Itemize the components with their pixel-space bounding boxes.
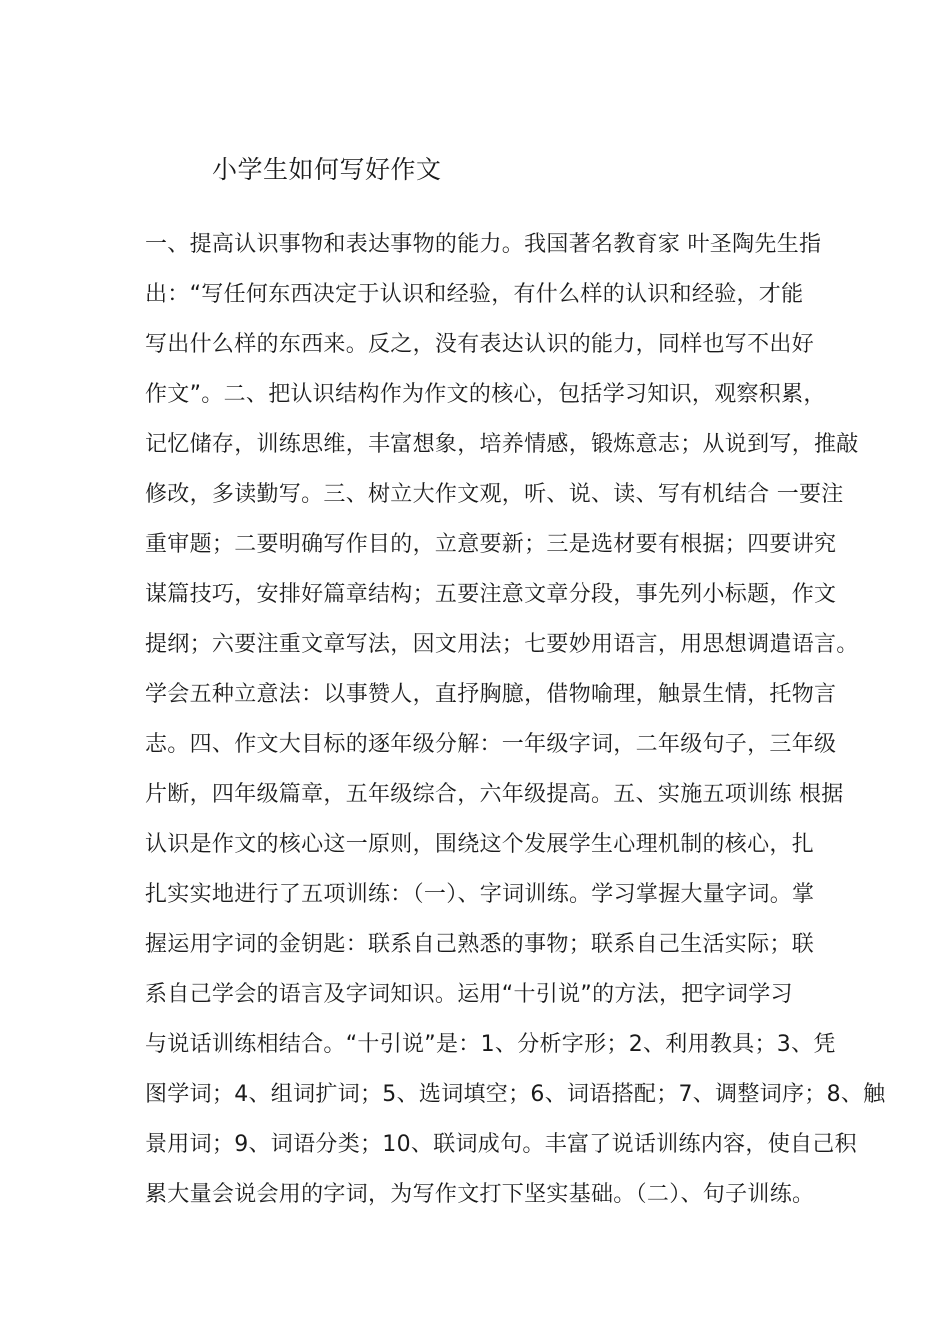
body-line: 重审题；二要明确写作目的，立意要新；三是选材要有根据；四要讲究 [145, 532, 837, 557]
body-line: 谋篇技巧，安排好篇章结构；五要注意文章分段，事先列小标题，作文 [145, 582, 837, 607]
body-line: 系自己学会的语言及字词知识。运用“十引说”的方法，把字词学习 [145, 982, 793, 1007]
body-line: 片断，四年级篇章，五年级综合，六年级提高。五、实施五项训练 根据 [145, 782, 844, 807]
body-line: 一、提高认识事物和表达事物的能力。我国著名教育家 叶圣陶先生指 [145, 232, 822, 257]
document-body [145, 220, 886, 1220]
body-line: 志。四、作文大目标的逐年级分解：一年级字词，二年级句子，三年级 [145, 732, 837, 757]
body-line: 握运用字词的金钥匙：联系自己熟悉的事物；联系自己生活实际；联 [145, 932, 815, 957]
body-line: 写出什么样的东西来。反之，没有表达认识的能力，同样也写不出好 [145, 332, 815, 357]
document-title: 小学生如何写好作文 [212, 155, 442, 184]
body-line: 记忆储存，训练思维，丰富想象，培养情感，锻炼意志；从说到写，推敲 [145, 432, 859, 457]
body-line: 图学词；4、组词扩词；5、选词填空；6、词语搭配；7、调整词序；8、触 [145, 1082, 886, 1107]
body-line: 修改，多读勤写。三、树立大作文观，听、说、读、写有机结合 一要注 [145, 482, 844, 507]
body-line: 与说话训练相结合。“十引说”是：1、分析字形；2、利用教具；3、凭 [145, 1032, 836, 1057]
body-line: 出：“写任何东西决定于认识和经验，有什么样的认识和经验，才能 [145, 282, 804, 307]
body-line: 景用词；9、词语分类；10、联词成句。丰富了说话训练内容，使自己积 [145, 1132, 857, 1157]
body-line: 认识是作文的核心这一原则，围绕这个发展学生心理机制的核心，扎 [145, 832, 815, 857]
body-line: 累大量会说会用的字词，为写作文打下坚实基础。（二）、句子训练。 [145, 1182, 815, 1207]
body-line: 作文”。二、把认识结构作为作文的核心，包括学习知识，观察积累， [145, 382, 826, 407]
body-line: 扎实实地进行了五项训练：（一）、字词训练。学习掌握大量字词。掌 [145, 882, 815, 907]
body-line: 学会五种立意法：以事赞人，直抒胸臆，借物喻理，触景生情，托物言 [145, 682, 837, 707]
body-line: 提纲；六要注重文章写法，因文用法；七要妙用语言，用思想调遣语言。 [145, 632, 859, 657]
